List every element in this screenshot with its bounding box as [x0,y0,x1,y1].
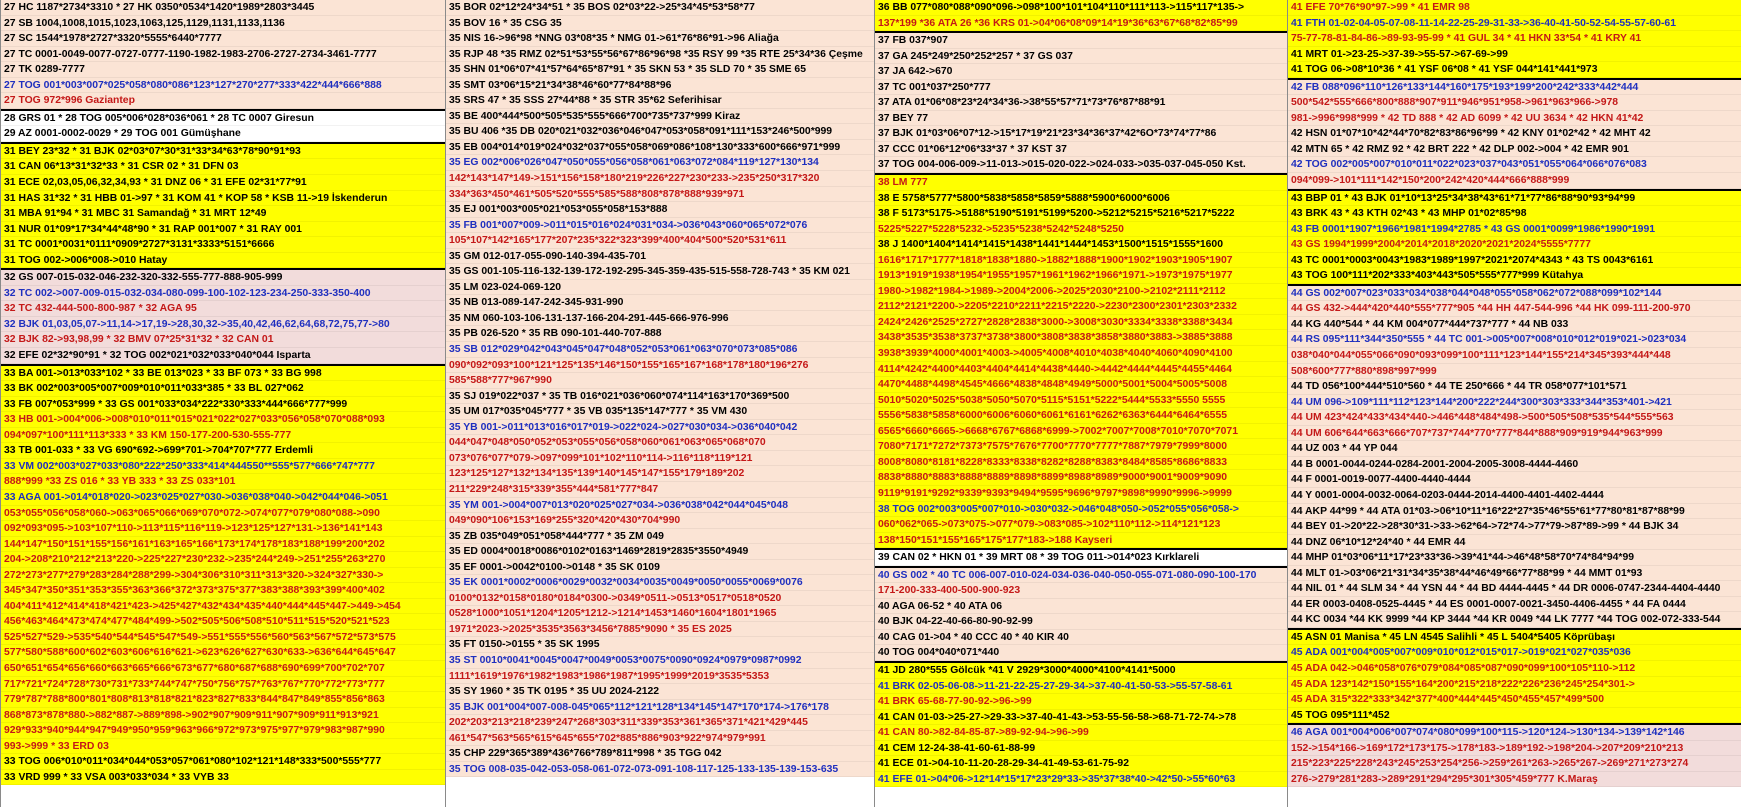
plate-line: 272*273*277*279*283*284*288*299->304*306*310*311*313*320->324*327*330-> [1,568,445,584]
plate-line: 35 ZB 035*049*051*058*444*777 * 35 ZM 049 [446,529,874,545]
plate-line: 40 BJK 04-22-40-66-80-90-92-99 [875,614,1287,630]
plate-line: 092*093*095->103*107*110->113*115*116*119->123*125*127*131->136*141*143 [1,521,445,537]
plate-line: 35 SB 012*029*042*043*045*047*048*052*053*061*063*070*073*085*086 [446,342,874,358]
plate-line: 31 ECE 02,03,05,06,32,34,93 * 31 DNZ 06 * 31 EFE 02*31*77*91 [1,175,445,191]
plate-line: 779*787*788*800*801*808*813*818*821*823*827*833*844*847*849*855*856*863 [1,692,445,708]
plate-line: 44 B 0001-0044-0244-0284-2001-2004-2005-3008-4444-4460 [1288,457,1741,473]
plate-line: 044*047*048*050*052*053*055*056*058*060*061*063*065*068*070 [446,435,874,451]
plate-line: 3938*3939*4000*4001*4003->4005*4008*4010*4038*4040*4060*4090*4100 [875,346,1287,362]
province-block [875,661,1287,787]
plate-line: 41 MRT 01->23-25->37-39->55-57->67-69->99 [1288,47,1741,63]
plate-line: 39 CAN 02 * HKN 01 * 39 MRT 08 * 39 TOG 011->014*023 Kırklareli [875,550,1287,566]
plate-line: 31 CAN 06*13*31*32*33 * 31 CSR 02 * 31 DFN 03 [1,159,445,175]
plate-line: 7080*7171*7272*7373*7575*7676*7700*7770*7777*7887*7979*7999*8000 [875,439,1287,455]
province-block [875,0,1287,31]
plate-line: 33 VM 002*003*027*033*080*222*250*333*414*444550**555*577*666*747*777 [1,459,445,475]
plate-line: 43 TOG 100*111*202*333*403*443*505*555*777*999 Kütahya [1288,268,1741,284]
plate-line: 33 TB 001-033 * 33 VG 690*692->699*701->704*707*777 Erdemli [1,443,445,459]
plate-line: 35 NM 060-103-106-131-137-166-204-291-445-666-976-996 [446,311,874,327]
plate-line: 32 TC 432-444-500-800-987 * 32 AGA 95 [1,301,445,317]
plate-line: 37 TC 001*037*250*777 [875,80,1287,96]
plate-line: 038*040*044*055*066*090*093*099*100*111*123*144*155*214*345*393*444*448 [1288,348,1741,364]
plate-line: 35 BOR 02*12*24*34*51 * 35 BOS 02*03*22->25*34*45*53*58*77 [446,0,874,16]
plate-line: 35 NIS 16->96*98 *NNG 03*08*35 * NMG 01->61*76*86*91->96 Aliağa [446,31,874,47]
plate-line: 0100*0132*0158*0180*0184*0300->0349*0511->0513*0517*0518*0520 [446,591,874,607]
plate-line: 42 FB 088*096*110*126*133*144*160*175*193*199*200*242*333*442*444 [1288,80,1741,96]
plate-line: 36 BB 077*080*088*090*096->098*100*101*104*110*111*113->115*117*135-> [875,0,1287,16]
plate-line: 35 EF 0001->0042*0100->0148 * 35 SK 0109 [446,560,874,576]
plate-line: 40 GS 002 * 40 TC 006-007-010-024-034-036-040-050-055-071-080-090-100-170 [875,568,1287,584]
plate-line: 41 EFE 70*76*90*97->99 * 41 EMR 98 [1288,0,1741,16]
plate-line: 144*147*150*151*155*156*161*163*165*166*173*174*178*183*188*199*200*202 [1,537,445,553]
plate-line: 37 BEY 77 [875,111,1287,127]
plate-line: 5225*5227*5228*5232->5235*5238*5242*5248*5250 [875,222,1287,238]
plate-line: 37 FB 037*907 [875,33,1287,49]
plate-line: 152->154*166->169*172*173*175->178*183->189*192->198*204->207*209*210*213 [1288,741,1741,757]
plate-line: 577*580*588*600*602*603*606*616*621->623*626*627*630*633->636*644*645*647 [1,645,445,661]
plate-line: 1111*1619*1976*1982*1983*1986*1987*1995*1999*2019*3535*5353 [446,669,874,685]
plate-line: 35 UM 017*035*045*777 * 35 VB 035*135*147*777 * 35 VM 430 [446,404,874,420]
plate-line: 137*199 *36 ATA 26 *36 KRS 01->04*06*08*09*14*19*36*63*67*68*82*85*99 [875,16,1287,32]
plate-line: 32 BJK 82->93,98,99 * 32 BMV 07*25*31*32 * 32 CAN 01 [1,332,445,348]
province-block [1,109,445,142]
plate-line: 38 E 5758*5777*5800*5838*5858*5859*5888*5900*6000*6006 [875,191,1287,207]
plate-line: 500*542*555*666*800*888*907*911*946*951*958->961*963*966->978 [1288,95,1741,111]
province-block [1288,78,1741,189]
plate-line: 45 ADA 042->046*058*076*079*084*085*087*090*099*100*105*110->112 [1288,661,1741,677]
plate-line: 090*092*093*100*121*125*135*146*150*155*165*167*168*178*180*196*276 [446,358,874,374]
plate-line: 508*600*777*880*898*997*999 [1288,364,1741,380]
plate-line: 41 EFE 01->04*06->12*14*15*17*23*29*33->35*37*38*40->42*50->55*60*63 [875,772,1287,788]
column-3 [874,0,1287,807]
plate-line: 0528*1000*1051*1204*1205*1212->1214*1453*1460*1604*1801*1965 [446,606,874,622]
plate-line: 35 EG 002*006*026*047*050*055*056*058*061*063*072*084*119*127*130*134 [446,155,874,171]
plate-line: 43 BBP 01 * 43 BJK 01*10*13*25*34*38*43*61*71*77*86*88*90*93*94*99 [1288,191,1741,207]
plate-line: 38 TOG 002*003*005*007*010->030*032->046*048*050->052*055*056*058-> [875,502,1287,518]
plate-line: 525*527*529->535*540*544*545*547*549->551*555*556*560*563*567*572*573*575 [1,630,445,646]
plate-line: 35 SMT 03*06*15*21*34*38*46*60*77*84*88*96 [446,78,874,94]
plate-line: 33 TOG 006*010*011*034*044*053*057*061*080*102*121*148*333*500*555*777 [1,754,445,770]
plate-line: 32 EFE 02*32*90*91 * 32 TOG 002*021*032*033*040*044 Isparta [1,348,445,364]
plate-line: 345*347*350*351*353*355*363*366*372*373*375*377*383*388*393*399*400*402 [1,583,445,599]
province-block [1,364,445,786]
plate-line: 44 AKP 44*99 * 44 ATA 01*03->06*10*11*16*22*27*35*46*55*61*77*80*81*87*88*99 [1288,504,1741,520]
plate-line: 049*090*106*153*169*255*320*420*430*704*990 [446,513,874,529]
province-block [1,0,445,109]
plate-line: 717*721*724*728*730*731*733*744*747*750*756*757*763*767*770*772*773*777 [1,677,445,693]
plate-line: 888*999 *33 ZS 016 * 33 YB 333 * 33 ZS 033*101 [1,474,445,490]
plate-line: 45 TOG 095*111*452 [1288,708,1741,724]
plate-line: 43 BRK 43 * 43 KTH 02*43 * 43 MHP 01*02*85*98 [1288,206,1741,222]
plate-line: 276->279*281*283->289*291*294*295*301*305*459*777 K.Maraş [1288,772,1741,788]
plate-line: 211*229*248*315*339*355*444*581*777*847 [446,482,874,498]
plate-line: 41 CAN 80->82-84-85-87->89-92-94->96->99 [875,725,1287,741]
plate-line: 45 ASN 01 Manisa * 45 LN 4545 Salihli * 45 L 5404*5405 Köprübaşı [1288,630,1741,646]
plate-line: 45 ADA 315*322*333*342*377*400*444*445*450*455*457*499*500 [1288,692,1741,708]
plate-line: 44 GS 432->444*420*440*555*777*905 *44 HH 447-544-996 *44 HK 099-111-200-970 [1288,301,1741,317]
plate-line: 41 CEM 12-24-38-41-60-61-88-99 [875,741,1287,757]
plate-line: 35 BOV 16 * 35 CSG 35 [446,16,874,32]
plate-line: 41 TOG 06->08*10*36 * 41 YSF 06*08 * 41 YSF 044*141*441*973 [1288,62,1741,78]
plate-line: 35 BJK 001*004*007-008-045*065*112*121*128*134*145*147*170*174->176*178 [446,700,874,716]
province-block [1,268,445,363]
province-block [1288,0,1741,78]
plate-line: 461*547*563*565*615*645*655*702*885*886*903*922*974*979*991 [446,731,874,747]
plate-line: 2112*2121*2200->2205*2210*2211*2215*2220->2230*2300*2301*2303*2332 [875,299,1287,315]
plate-line: 37 ATA 01*06*08*23*24*34*36->38*55*57*71*73*76*87*88*91 [875,95,1287,111]
province-block [875,566,1287,661]
plate-line: 37 BJK 01*03*06*07*12->15*17*19*21*23*34*36*37*42*6O*73*74*77*86 [875,126,1287,142]
plate-line: 35 CHP 229*365*389*436*766*789*811*998 * 35 TGG 042 [446,746,874,762]
province-block [1288,284,1741,628]
plate-line: 2424*2426*2525*2727*2828*2838*3000->3008*3030*3334*3338*3388*3434 [875,315,1287,331]
plate-line: 44 UM 096->109*111*112*123*144*200*222*244*300*303*333*344*353*401->421 [1288,395,1741,411]
plate-line: 5010*5020*5025*5038*5050*5070*5115*5151*5222*5444*5533*5550 5555 [875,393,1287,409]
plate-line: 40 CAG 01->04 * 40 CCC 40 * 40 KIR 40 [875,630,1287,646]
plate-line: 35 LM 023-024-069-120 [446,280,874,296]
province-block [1288,628,1741,723]
plate-line: 105*107*142*165*177*207*235*322*323*399*400*404*500*520*531*611 [446,233,874,249]
plate-line: 44 UZ 003 * 44 YP 044 [1288,441,1741,457]
plate-line: 32 GS 007-015-032-046-232-320-332-555-777-888-905-999 [1,270,445,286]
column-1 [0,0,445,807]
plate-line: 41 JD 280*555 Gölcük *41 V 2929*3000*4000*4100*4141*5000 [875,663,1287,679]
plate-line: 38 J 1400*1404*1414*1415*1438*1441*1444*1453*1500*1515*1555*1600 [875,237,1287,253]
column-2 [445,0,874,807]
plate-line: 41 BRK 65-68-77-90-92->96->99 [875,694,1287,710]
plate-line: 35 EJ 001*003*005*021*053*055*058*153*888 [446,202,874,218]
plate-line: 9119*9191*9292*9339*9393*9494*9595*9696*9797*9898*9990*9996->9999 [875,486,1287,502]
plate-line: 142*143*147*149->151*156*158*180*219*226*227*230*233->235*250*317*320 [446,171,874,187]
plate-line: 138*150*151*155*165*175*177*183->188 Kayseri [875,533,1287,549]
province-block [875,173,1287,548]
plate-line: 35 SY 1960 * 35 TK 0195 * 35 UU 2024-2122 [446,684,874,700]
plate-line: 44 GS 002*007*023*033*034*038*044*048*055*058*062*072*088*099*102*144 [1288,286,1741,302]
plate-line: 4114*4242*4400*4403*4404*4414*4438*4440->4442*4444*4445*4455*4464 [875,362,1287,378]
plate-line: 981->996*998*999 * 42 TD 888 * 42 AD 6099 * 42 UU 3634 * 42 HKN 41*42 [1288,111,1741,127]
plate-line: 32 TC 002->007-009-015-032-034-080-099-100-102-123-234-250-333-350-400 [1,286,445,302]
plate-line: 35 YB 001->011*013*016*017*019->022*024->027*030*034->036*040*042 [446,420,874,436]
plate-line: 202*203*213*218*239*247*268*303*311*339*353*361*365*371*421*429*445 [446,715,874,731]
plate-line: 31 TC 0001*0031*0111*0909*2727*3131*3333*5151*6666 [1,237,445,253]
plate-line: 204->208*210*212*213*220->225*227*230*232->235*244*249->251*255*263*270 [1,552,445,568]
plate-line: 1913*1919*1938*1954*1955*1957*1961*1962*1966*1971->1973*1975*1977 [875,268,1287,284]
plate-line: 44 UM 423*424*433*434*440->446*448*484*498->500*505*508*535*544*555*563 [1288,410,1741,426]
plate-line: 41 ECE 01->04-10-11-20-28-29-34-41-49-53-61-75-92 [875,756,1287,772]
plate-line: 1616*1717*1777*1818*1838*1880->1882*1888*1900*1902*1903*1905*1907 [875,253,1287,269]
plate-line: 585*588*777*967*990 [446,373,874,389]
plate-line: 37 TOG 004-006-009->11-013->015-020-022->024-033->035-037-045-050 Kst. [875,157,1287,173]
province-block [446,0,874,777]
plate-line: 44 F 0001-0019-0077-4400-4440-4444 [1288,472,1741,488]
plate-line: 35 FB 001*007*009->011*015*016*024*031*034->036*043*060*065*072*076 [446,218,874,234]
plate-line: 41 BRK 02-05-06-08->11-21-22-25-27-29-34->37-40-41-50-53->55-57-58-61 [875,679,1287,695]
plate-line: 31 HAS 31*32 * 31 HBB 01->97 * 31 KOM 41 * KOP 58 * KSB 11->19 İskenderun [1,191,445,207]
plate-line: 1971*2023->2025*3535*3563*3456*7885*9090 * 35 ES 2025 [446,622,874,638]
plate-line: 073*076*077*079->097*099*101*102*110*114->116*118*119*121 [446,451,874,467]
plate-line: 215*223*225*228*243*245*253*254*256->259*261*263->265*267->269*271*273*274 [1288,756,1741,772]
province-block [875,548,1287,566]
plate-line: 31 BEY 23*32 * 31 BJK 02*03*07*30*31*33*34*63*78*90*91*93 [1,144,445,160]
plate-line: 33 BK 002*003*005*007*009*010*011*033*385 * 33 BL 027*062 [1,381,445,397]
plate-line: 27 TC 0001-0049-0077-0727-0777-1190-1982-1983-2706-2727-2734-3461-7777 [1,47,445,63]
plate-line: 44 MLT 01->03*06*21*31*34*35*38*44*46*49*66*77*88*99 * 44 MMT 01*93 [1288,566,1741,582]
plate-line: 38 F 5173*5175->5188*5190*5191*5199*5200->5212*5215*5216*5217*5222 [875,206,1287,222]
plate-line: 44 NIL 01 * 44 SLM 34 * 44 YSN 44 * 44 BD 4444-4445 * 44 DR 0006-0747-2344-4404-4440 [1288,581,1741,597]
plate-line: 33 VRD 999 * 33 VSA 003*033*034 * 33 VYB 33 [1,770,445,786]
plate-line: 8008*8080*8181*8228*8333*8338*8282*8288*8383*8484*8585*8686*8833 [875,455,1287,471]
plate-line: 650*651*654*656*660*663*665*666*673*677*680*687*688*690*699*700*702*707 [1,661,445,677]
plate-line: 35 TOG 008-035-042-053-058-061-072-073-091-108-117-125-133-135-139-153-635 [446,762,874,778]
plate-line: 43 TC 0001*0003*0043*1983*1989*1997*2021*2074*4343 * 43 TS 0043*6161 [1288,253,1741,269]
plate-line: 27 SC 1544*1978*2727*3320*5555*6440*7777 [1,31,445,47]
plate-line: 456*463*464*473*474*477*484*499->502*505*506*508*510*511*515*520*521*523 [1,614,445,630]
plate-line: 43 FB 0001*1907*1966*1981*1994*2785 * 43 GS 0001*0099*1986*1990*1991 [1288,222,1741,238]
plate-line: 27 SB 1004,1008,1015,1023,1063,125,1129,1131,1133,1136 [1,16,445,32]
plate-line: 27 HC 1187*2734*3310 * 27 HK 0350*0534*1420*1989*2803*3445 [1,0,445,16]
plate-line: 35 RJP 48 *35 RMZ 02*51*53*55*56*67*86*96*98 *35 RSY 99 *35 RTE 25*34*36 Çeşme [446,47,874,63]
plate-line: 35 FT 0150->0155 * 35 SK 1995 [446,637,874,653]
plate-line: 27 TK 0289-7777 [1,62,445,78]
plate-line: 929*933*940*944*947*949*950*959*963*966*972*973*975*977*979*983*987*990 [1,723,445,739]
plate-line: 33 BA 001->013*033*102 * 33 BE 013*023 * 33 BF 073 * 33 BG 998 [1,366,445,382]
plate-line: 44 MHP 01*03*06*11*17*23*33*36->39*41*44->46*48*58*70*74*84*94*99 [1288,550,1741,566]
plate-line: 44 BEY 01->20*22->28*30*31->33->62*64->72*74->77*79->87*89->99 * 44 BJK 34 [1288,519,1741,535]
plate-line: 35 GM 012-017-055-090-140-394-435-701 [446,249,874,265]
plate-line: 35 SJ 019*022*037 * 35 TB 016*021*036*060*074*114*163*170*369*500 [446,389,874,405]
plate-line: 35 GS 001-105-116-132-139-172-192-295-345-359-435-515-558-728-743 * 35 KM 021 [446,264,874,280]
plate-line: 45 ADA 123*142*150*155*164*200*215*218*222*226*236*245*254*301-> [1288,677,1741,693]
plate-line: 45 ADA 001*004*005*007*009*010*012*015*017->019*021*027*035*036 [1288,645,1741,661]
plate-line: 31 MBA 91*94 * 31 MBC 31 Samandağ * 31 MRT 12*49 [1,206,445,222]
plate-line: 1980->1982*1984->1989->2004*2006->2025*2030*2100->2102*2111*2112 [875,284,1287,300]
plate-line: 44 ER 0003-0408-0525-4445 * 44 ES 0001-0007-0021-3450-4406-4455 * 44 FA 0444 [1288,597,1741,613]
plate-line: 42 MTN 65 * 42 RMZ 92 * 42 BRT 222 * 42 DLP 002->004 * 42 EMR 901 [1288,142,1741,158]
plate-line: 31 TOG 002->006*008->010 Hatay [1,253,445,269]
plate-line: 33 AGA 001->014*018*020->023*025*027*030->036*038*040->042*044*046->051 [1,490,445,506]
plate-line: 44 DNZ 06*10*12*24*40 * 44 EMR 44 [1288,535,1741,551]
plate-line: 43 GS 1994*1999*2004*2014*2018*2020*2021*2024*5555*7777 [1288,237,1741,253]
plate-line: 35 ED 0004*0018*0086*0102*0163*1469*2819*2835*3550*4949 [446,544,874,560]
plate-line: 5556*5838*5858*6000*6006*6060*6061*6161*6262*6363*6444*6464*6555 [875,408,1287,424]
plate-line: 75-77-78-81-84-86->89-93-95-99 * 41 GUL 34 * 41 HKN 33*54 * 41 KRY 41 [1288,31,1741,47]
province-block [1288,723,1741,787]
plate-line: 41 CAN 01-03->25-27->29-33->37-40-41-43->53-55-56-58->68-71-72-74->78 [875,710,1287,726]
plate-line: 44 KC 0034 *44 KK 9999 *44 KP 3444 *44 KR 0049 *44 LK 7777 *44 TOG 002-072-333-544 [1288,612,1741,628]
plate-line: 27 TOG 001*003*007*025*058*080*086*123*127*270*277*333*422*444*666*888 [1,78,445,94]
plate-line: 44 RS 095*111*344*350*555 * 44 TC 001->005*007*008*010*012*019*021->023*034 [1288,332,1741,348]
plate-line: 27 TOG 972*996 Gaziantep [1,93,445,109]
plate-line: 33 HB 001->004*006->008*010*011*015*021*022*027*033*056*058*070*088*093 [1,412,445,428]
plate-line: 4470*4488*4498*4545*4666*4838*4848*4949*5000*5001*5004*5005*5008 [875,377,1287,393]
plate-line: 060*062*065->073*075->077*079->083*085->102*110*112->114*121*123 [875,517,1287,533]
plate-line: 8838*8880*8883*8888*8889*8898*8899*8988*8989*9000*9001*9009*9090 [875,470,1287,486]
plate-line: 6565*6660*6665->6668*6767*6868*6999->7002*7007*7008*7010*7070*7071 [875,424,1287,440]
plate-line: 35 PB 026-520 * 35 RB 090-101-440-707-888 [446,326,874,342]
plate-line: 35 EB 004*014*019*024*032*037*055*058*069*086*108*130*333*600*666*971*999 [446,140,874,156]
plate-line: 44 UM 606*644*663*666*707*737*744*770*777*844*888*909*919*944*963*999 [1288,426,1741,442]
plate-line: 868*873*878*880->882*887->889*898->902*907*909*911*907*909*911*913*921 [1,708,445,724]
plate-line: 40 AGA 06-52 * 40 ATA 06 [875,599,1287,615]
plate-line: 35 SHN 01*06*07*41*57*64*65*87*91 * 35 SKN 53 * 35 SLD 70 * 35 SME 65 [446,62,874,78]
province-block [1288,189,1741,284]
plate-line: 094*097*100*111*113*333 * 33 KM 150-177-200-530-555-777 [1,428,445,444]
plate-line: 35 ST 0010*0041*0045*0047*0049*0053*0075*0090*0924*0979*0987*0992 [446,653,874,669]
plate-line: 053*055*056*058*060->063*065*066*069*070*072->074*077*079*080*088->090 [1,506,445,522]
plate-line: 171-200-333-400-500-900-923 [875,583,1287,599]
plate-line: 31 NUR 01*09*17*34*44*48*90 * 31 RAP 001*007 * 31 RAY 001 [1,222,445,238]
plate-line: 37 JA 642->670 [875,64,1287,80]
plate-line: 334*363*450*461*505*520*555*585*588*808*878*888*939*971 [446,187,874,203]
plate-line: 35 NB 013-089-147-242-345-931-990 [446,295,874,311]
province-block [1,142,445,268]
plate-line: 32 BJK 01,03,05,07->11,14->17,19->28,30,32->35,40,42,46,62,64,68,72,75,77->80 [1,317,445,333]
column-4 [1287,0,1741,807]
plate-line: 33 FB 007*053*999 * 33 GS 001*033*034*222*330*333*444*666*777*999 [1,397,445,413]
plate-line: 44 Y 0001-0004-0032-0064-0203-0444-2014-4400-4401-4402-4444 [1288,488,1741,504]
plate-line: 44 TD 056*100*444*510*560 * 44 TE 250*666 * 44 TR 058*077*101*571 [1288,379,1741,395]
plate-line: 40 TOG 004*040*071*440 [875,645,1287,661]
plate-line: 37 CCC 01*06*12*06*33*37 * 37 KST 37 [875,142,1287,158]
plate-line: 42 TOG 002*005*007*010*011*022*023*037*043*051*055*064*066*076*083 [1288,157,1741,173]
plate-line: 094*099->101*111*142*150*200*242*420*444*666*888*999 [1288,173,1741,189]
plate-line: 29 AZ 0001-0002-0029 * 29 TOG 001 Gümüşhane [1,126,445,142]
plate-line: 35 SRS 47 * 35 SSS 27*44*88 * 35 STR 35*62 Seferihisar [446,93,874,109]
plate-line: 35 EK 0001*0002*0006*0029*0032*0034*0035*0049*0050*0055*0069*0076 [446,575,874,591]
plate-line: 41 FTH 01-02-04-05-07-08-11-14-22-25-29-31-33->36-40-41-50-52-54-55-57-60-61 [1288,16,1741,32]
province-block [875,31,1287,173]
plate-line: 35 BU 406 *35 DB 020*021*032*036*046*047*053*058*091*111*153*246*500*999 [446,124,874,140]
plate-line: 44 KG 440*544 * 44 KM 004*077*444*737*777 * 44 NB 033 [1288,317,1741,333]
plate-line: 993->999 * 33 ERD 03 [1,739,445,755]
plate-line: 37 GA 245*249*250*252*257 * 37 GS 037 [875,49,1287,65]
plate-line: 42 HSN 01*07*10*42*44*70*82*83*86*96*99 * 42 KNY 01*02*42 * 42 MHT 42 [1288,126,1741,142]
plate-line: 123*125*127*132*134*135*139*140*145*147*155*179*189*202 [446,466,874,482]
plate-line: 35 BE 400*444*500*505*535*555*666*700*735*737*999 Kiraz [446,109,874,125]
plate-line: 38 LM 777 [875,175,1287,191]
plate-line: 46 AGA 001*004*006*007*074*080*099*100*115->120*124->130*134->139*142*146 [1288,725,1741,741]
plate-line: 35 YM 001->004*007*013*020*025*027*034->036*038*042*044*045*048 [446,498,874,514]
plate-line: 3438*3535*3538*3737*3738*3800*3808*3838*3858*3880*3883->3885*3888 [875,330,1287,346]
plate-line: 404*411*412*414*418*421*423->425*427*432*434*435*440*444*445*447->449->454 [1,599,445,615]
plate-line: 28 GRS 01 * 28 TOG 005*006*028*036*061 * 28 TC 0007 Giresun [1,111,445,127]
